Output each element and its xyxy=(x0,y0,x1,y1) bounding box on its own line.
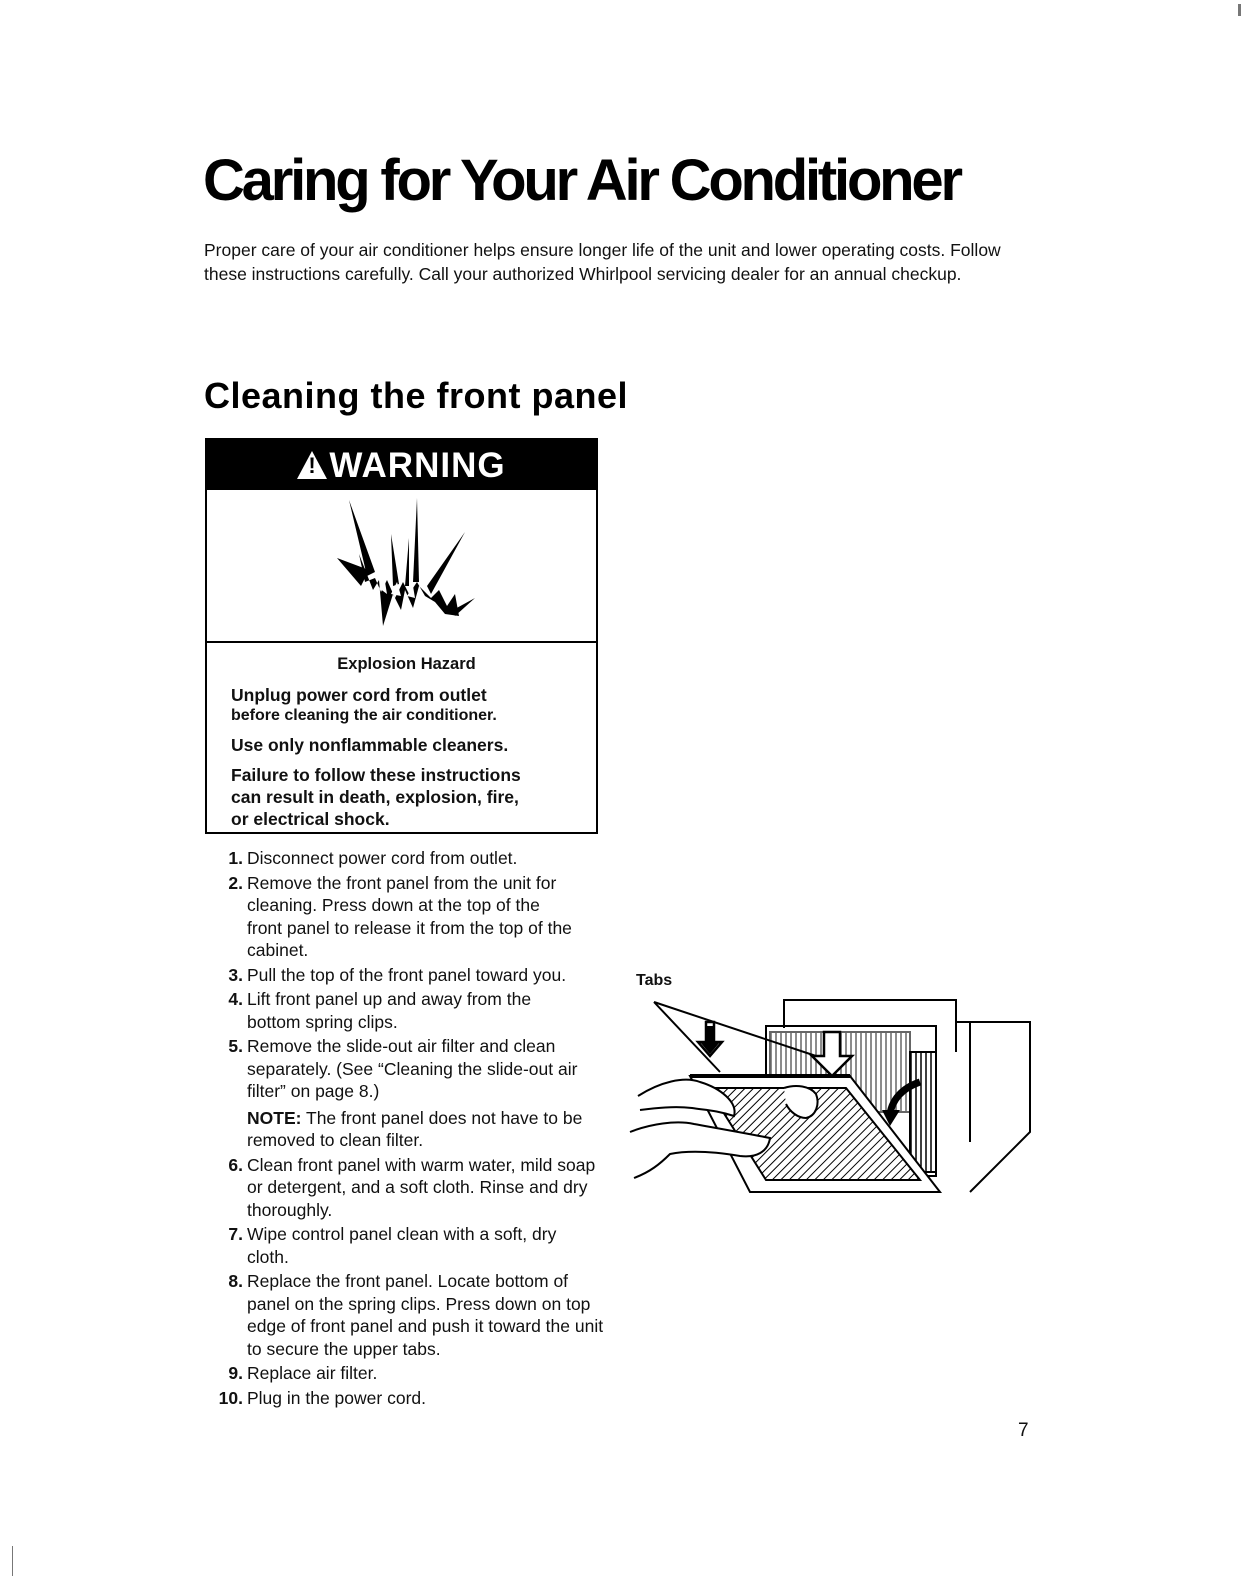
step-number: 7. xyxy=(228,1224,243,1244)
scan-mark xyxy=(1238,4,1241,16)
step-text: Wipe control panel clean with a soft, dry cloth. xyxy=(247,1224,557,1267)
step-item xyxy=(213,872,633,962)
section-title: Cleaning the front panel xyxy=(204,375,629,416)
step-number: 2. xyxy=(228,872,243,893)
warning-triangle-icon xyxy=(297,451,327,479)
warning-line: Use only nonflammable cleaners. xyxy=(231,735,509,755)
step-item xyxy=(213,1035,633,1152)
figure-tabs-label: Tabs xyxy=(636,972,673,989)
explosion-icon-area xyxy=(207,490,596,643)
step-item xyxy=(213,847,633,870)
intro-paragraph: Proper care of your air conditioner helps ensure longer life of the unit and lower operating costs. Follow these instructions carefully. Call your authorized Whirlpool servicing dealer for an annual checkup. xyxy=(204,240,1001,284)
step-number: 5. xyxy=(228,1036,243,1056)
step-item xyxy=(213,1270,633,1360)
step-item xyxy=(213,1362,633,1385)
step-item xyxy=(213,988,633,1033)
warning-line: Unplug power cord from outlet xyxy=(231,685,487,705)
step-item xyxy=(213,1223,633,1268)
warning-line: Failure to follow these instructions xyxy=(231,765,521,785)
step-text: Remove the front panel from the unit for cleaning. Press down at the top of the front panel to release it from the top of the cabinet. xyxy=(247,872,572,960)
step-number: 4. xyxy=(228,989,243,1009)
note-text: The front panel does not have to be removed to clean filter. xyxy=(247,1107,583,1150)
warning-line: can result in death, explosion, fire, xyxy=(231,787,519,807)
step-number: 10. xyxy=(218,1387,243,1408)
scan-mark xyxy=(12,1546,13,1576)
warning-line: or electrical shock. xyxy=(231,809,390,829)
page-number: 7 xyxy=(1018,1420,1029,1441)
step-text: Lift front panel up and away from the bottom spring clips. xyxy=(247,989,532,1032)
steps-list xyxy=(213,847,633,1411)
hazard-title: Explosion Hazard xyxy=(337,655,476,673)
warning-box xyxy=(205,438,598,834)
step-text: Plug in the power cord. xyxy=(247,1387,426,1408)
warning-header xyxy=(207,440,596,490)
step-text: Clean front panel with warm water, mild soap or detergent, and a soft cloth. Rinse and dry thoroughly. xyxy=(247,1154,596,1220)
front-panel-illustration xyxy=(620,992,1040,1212)
step-number: 9. xyxy=(228,1363,243,1383)
step-text: Replace air filter. xyxy=(247,1363,378,1383)
warning-text xyxy=(207,643,596,830)
step-number: 6. xyxy=(228,1154,243,1175)
step-text: Remove the slide-out air filter and clean separately. (See “Cleaning the slide-out air filter” on page 8.) xyxy=(247,1036,578,1101)
note-label: NOTE: xyxy=(247,1107,302,1128)
step-number: 1. xyxy=(228,848,243,868)
step-number: 8. xyxy=(228,1271,243,1291)
explosion-icon xyxy=(335,498,475,628)
page-title: Caring for Your Air Conditioner xyxy=(203,148,960,213)
step-item xyxy=(213,964,633,987)
step-item xyxy=(213,1154,633,1222)
step-text: Pull the top of the front panel toward you. xyxy=(247,964,567,985)
step-text: Replace the front panel. Locate bottom of panel on the spring clips. Press down on top edge of front panel and push it toward the unit to secure the upper tabs. xyxy=(247,1271,604,1359)
step-text: Disconnect power cord from outlet. xyxy=(247,848,518,868)
step-note xyxy=(247,1107,603,1152)
warning-line: before cleaning the air conditioner. xyxy=(231,707,497,724)
step-item xyxy=(213,1387,633,1410)
step-number: 3. xyxy=(228,964,243,985)
warning-header-label: WARNING xyxy=(329,446,506,485)
